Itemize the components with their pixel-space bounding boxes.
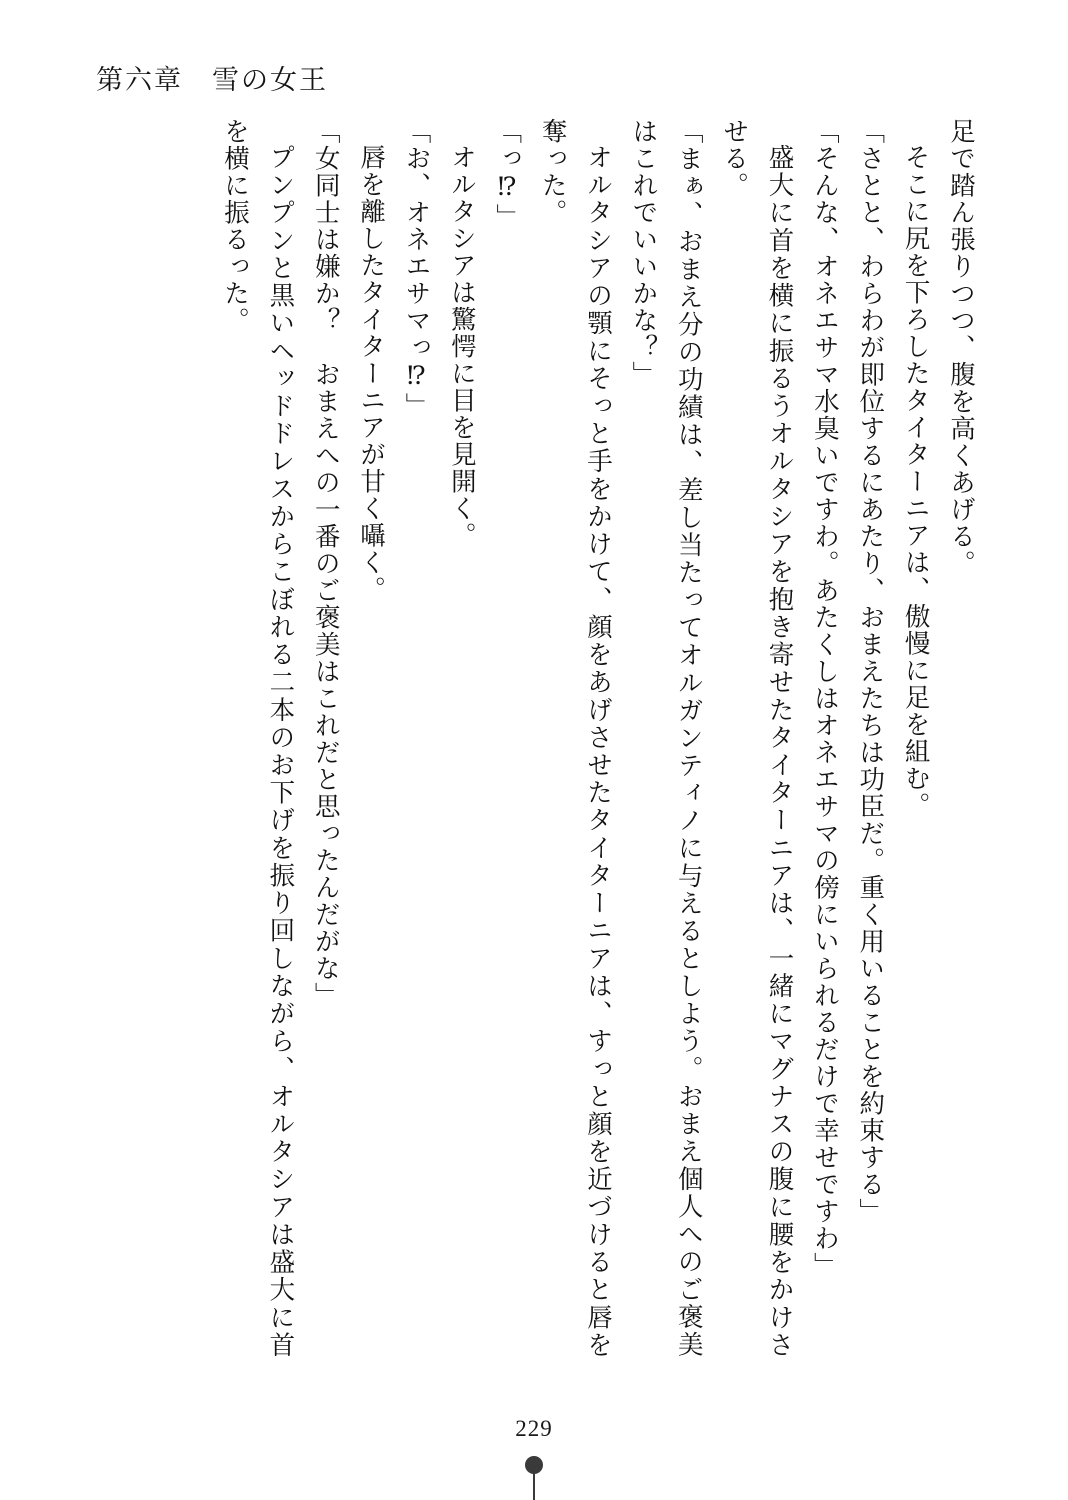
paragraph: プンプンと黒いヘッドドレスからこぼれる二本のお下げを振り回しながら、オルタシアは盛大に首を横に振るった。 [221, 118, 296, 1358]
body-text [124, 118, 984, 1358]
paragraph: 「そんな、オネエサマ水臭いですわ。あたくしはオネエサマの傍にいられるだけで幸せですわ」 [810, 118, 840, 1279]
paragraph: そこに尻を下ろしたタイターニアは、傲慢に足を組む。 [901, 143, 931, 819]
paragraph: オルタシアは驚愕に目を見開く。 [447, 143, 477, 549]
paragraph: 「女同士は嫌か？ おまえへの一番のご褒美はこれだと思ったんだがな」 [311, 118, 341, 1009]
chapter-heading: 第六章 雪の女王 [96, 65, 328, 95]
page-number: 229 [515, 1416, 553, 1441]
paragraph: オルタシアの顎にそっと手をかけて、顔をあげさせたタイターニアは、すっと顔を近づけると唇を奪った。 [538, 118, 613, 1358]
paragraph: 盛大に首を横に振るうオルタシアを抱き寄せたタイターニアは、一緒にマグナスの腹に腰をかけさせる。 [720, 118, 795, 1358]
paragraph: 「お、オネエサマっ⁉」 [402, 118, 432, 420]
paragraph: 「っ⁉」 [493, 118, 523, 231]
registration-mark-icon [525, 1456, 543, 1500]
paragraph: 「まぁ、おまえ分の功績は、差し当たってオルガンティノに与えるとしよう。おまえ個人へのご褒美はこれでいいかな？」 [629, 118, 704, 1358]
paragraph: 足で踏ん張りつつ、腹を高くあげる。 [947, 118, 976, 577]
paragraph: 「さとと、わらわが即位するにあたり、おまえたちは功臣だ。重く用いることを約束する」 [856, 118, 886, 1225]
registration-mark-stem [533, 1472, 535, 1500]
paragraph: 唇を離したタイターニアが甘く囁く。 [357, 143, 387, 603]
